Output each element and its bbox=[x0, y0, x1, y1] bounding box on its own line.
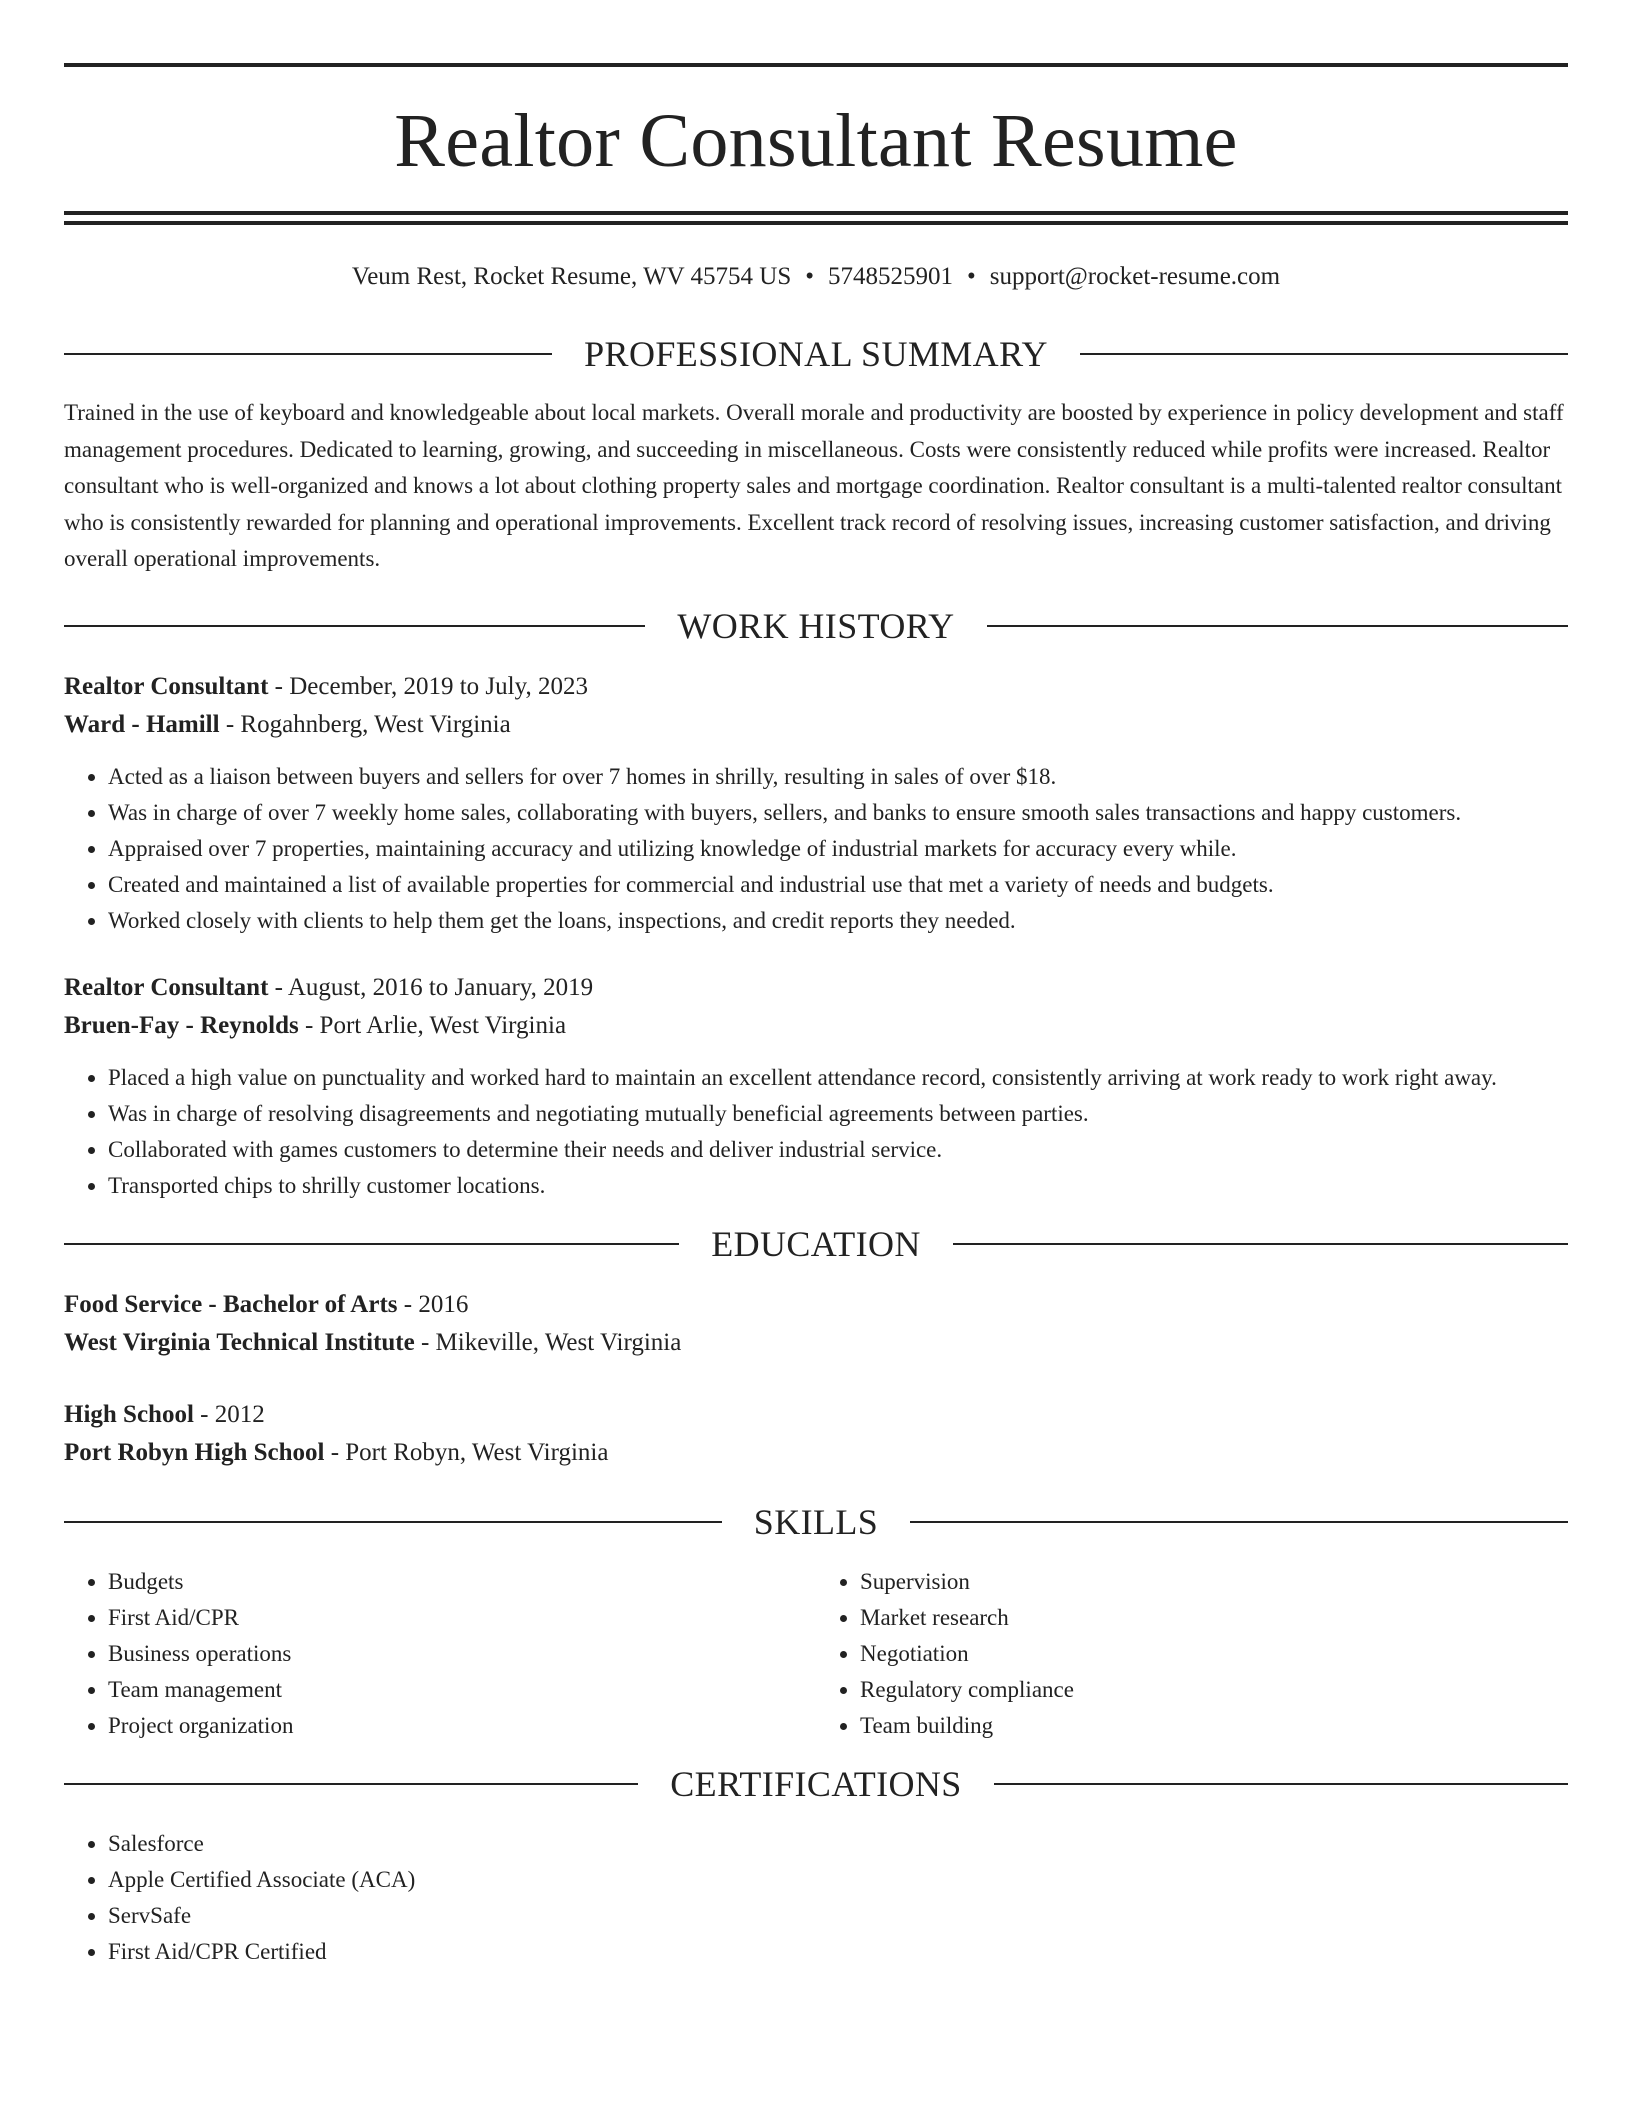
education-degree-line bbox=[64, 1396, 1568, 1434]
section-heading-certifications bbox=[64, 1764, 1568, 1804]
section-rule-left bbox=[64, 1521, 722, 1523]
resume-page bbox=[64, 0, 1568, 1970]
job-company: Ward - Hamill bbox=[64, 710, 220, 738]
section-title: WORK HISTORY bbox=[677, 605, 955, 646]
section-heading-skills bbox=[64, 1502, 1568, 1542]
list-item: • Was in charge of resolving disagreements and negotiating mutually beneficial agreements between parties. bbox=[108, 1096, 1568, 1132]
list-item: • Project organization bbox=[108, 1708, 816, 1744]
education-degree-line bbox=[64, 1286, 1568, 1324]
list-item: • Salesforce bbox=[108, 1826, 1568, 1862]
contact-line bbox=[64, 262, 1568, 292]
certifications-list bbox=[64, 1826, 1568, 1970]
list-item: • Team building bbox=[860, 1708, 1568, 1744]
list-item: • ServSafe bbox=[108, 1898, 1568, 1934]
contact-address: Veum Rest, Rocket Resume, WV 45754 US bbox=[351, 263, 792, 290]
education-year: - 2012 bbox=[193, 1400, 265, 1428]
skills-list-left bbox=[64, 1564, 816, 1744]
list-item: • Worked closely with clients to help them get the loans, inspections, and credit reports they needed. bbox=[108, 903, 1568, 939]
section-rule-right bbox=[1080, 353, 1568, 355]
contact-separator: • bbox=[967, 263, 976, 290]
section-heading-education bbox=[64, 1224, 1568, 1264]
list-item: • Transported chips to shrilly customer locations. bbox=[108, 1168, 1568, 1204]
education-school-line bbox=[64, 1434, 1568, 1472]
list-item: • Supervision bbox=[860, 1564, 1568, 1600]
list-item: • Market research bbox=[860, 1600, 1568, 1636]
job-title-line bbox=[64, 969, 1568, 1007]
job-company: Bruen-Fay - Reynolds bbox=[64, 1011, 299, 1039]
list-item: • First Aid/CPR bbox=[108, 1600, 816, 1636]
education-degree: High School bbox=[64, 1400, 194, 1428]
job-title-line bbox=[64, 668, 1568, 706]
job-entry bbox=[64, 969, 1568, 1204]
section-title: SKILLS bbox=[753, 1501, 879, 1542]
job-title: Realtor Consultant bbox=[64, 672, 269, 700]
job-location: - Rogahnberg, West Virginia bbox=[219, 710, 511, 738]
section-rule-right bbox=[910, 1521, 1568, 1523]
list-item: • Budgets bbox=[108, 1564, 816, 1600]
header-top-rule bbox=[64, 63, 1568, 67]
contact-email: support@rocket-resume.com bbox=[989, 263, 1281, 290]
summary-text: Trained in the use of keyboard and knowledgeable about local markets. Overall morale and productivity are boosted by experience in policy development and staff management procedures. Dedicated to learning, growing, and succeeding in miscellaneous. Costs were consistently reduced while profits were increased. Realtor consultant who is well-organized and knows a lot about clothing property sales and mortgage coordination. Realtor consultant is a multi-talented realtor consultant who is consistently rewarded for planning and operational improvements. Excellent track record of resolving issues, increasing customer satisfaction, and driving overall operational improvements. bbox=[64, 400, 1564, 571]
job-entry bbox=[64, 668, 1568, 939]
job-dates: - December, 2019 to July, 2023 bbox=[268, 672, 588, 700]
contact-separator: • bbox=[805, 263, 815, 290]
job-bullets bbox=[64, 759, 1568, 939]
list-item: • Team management bbox=[108, 1672, 816, 1708]
section-rule-left bbox=[64, 353, 552, 355]
education-entry bbox=[64, 1396, 1568, 1472]
list-item: • Was in charge of over 7 weekly home sales, collaborating with buyers, sellers, and banks to ensure smooth sales transactions and happy customers. bbox=[108, 795, 1568, 831]
list-item: • Appraised over 7 properties, maintaining accuracy and utilizing knowledge of industrial markets for accuracy every while. bbox=[108, 831, 1568, 867]
section-rule-right bbox=[987, 625, 1568, 627]
section-rule-left bbox=[64, 1243, 679, 1245]
education-school: West Virginia Technical Institute bbox=[64, 1328, 415, 1356]
job-title: Realtor Consultant bbox=[64, 973, 269, 1001]
header-bottom-rule-second bbox=[64, 221, 1568, 225]
list-item: • Placed a high value on punctuality and worked hard to maintain an excellent attendance record, consistently arriving at work ready to work right away. bbox=[108, 1060, 1568, 1096]
skills-grid bbox=[64, 1564, 1568, 1744]
list-item: • First Aid/CPR Certified bbox=[108, 1934, 1568, 1970]
list-item: • Negotiation bbox=[860, 1636, 1568, 1672]
education-year: - 2016 bbox=[397, 1290, 469, 1318]
education-entry bbox=[64, 1286, 1568, 1362]
job-location: - Port Arlie, West Virginia bbox=[298, 1011, 567, 1039]
section-heading-work bbox=[64, 606, 1568, 646]
education-school-line bbox=[64, 1324, 1568, 1362]
education-location: - Port Robyn, West Virginia bbox=[324, 1438, 609, 1466]
list-item: • Acted as a liaison between buyers and sellers for over 7 homes in shrilly, resulting in sales of over $18. bbox=[108, 759, 1568, 795]
section-title: PROFESSIONAL SUMMARY bbox=[584, 334, 1048, 374]
list-item: • Collaborated with games customers to determine their needs and deliver industrial service. bbox=[108, 1132, 1568, 1168]
job-bullets bbox=[64, 1060, 1568, 1204]
list-item: • Business operations bbox=[108, 1636, 816, 1672]
list-item: • Apple Certified Associate (ACA) bbox=[108, 1862, 1568, 1898]
education-location: - Mikeville, West Virginia bbox=[414, 1328, 682, 1356]
job-company-line bbox=[64, 706, 1568, 744]
section-heading-summary bbox=[64, 334, 1568, 374]
education-degree: Food Service - Bachelor of Arts bbox=[64, 1290, 398, 1318]
job-company-line bbox=[64, 1007, 1568, 1045]
section-rule-left bbox=[64, 625, 645, 627]
section-rule-left bbox=[64, 1783, 638, 1785]
resume-title: Realtor Consultant Resume bbox=[394, 99, 1238, 183]
section-title: EDUCATION bbox=[711, 1223, 921, 1264]
job-dates: - August, 2016 to January, 2019 bbox=[268, 973, 594, 1001]
skills-list-right bbox=[816, 1564, 1568, 1744]
education-school: Port Robyn High School bbox=[64, 1438, 325, 1466]
section-rule-right bbox=[994, 1783, 1568, 1785]
section-rule-right bbox=[953, 1243, 1568, 1245]
list-item: • Regulatory compliance bbox=[860, 1672, 1568, 1708]
header-bottom-rule bbox=[64, 211, 1568, 215]
list-item: • Created and maintained a list of available properties for commercial and industrial use that met a variety of needs and budgets. bbox=[108, 867, 1568, 903]
contact-phone: 5748525901 bbox=[828, 263, 954, 290]
section-title: CERTIFICATIONS bbox=[670, 1763, 962, 1804]
